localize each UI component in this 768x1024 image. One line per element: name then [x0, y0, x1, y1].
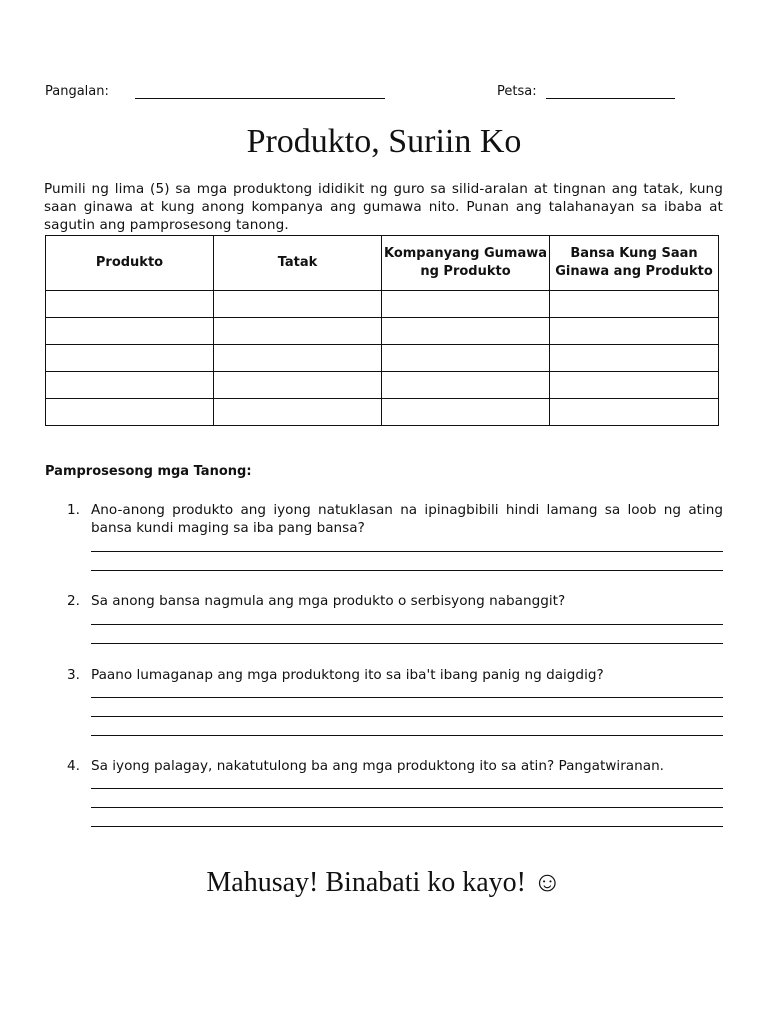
column-header: Bansa Kung Saan Ginawa ang Produkto: [550, 236, 719, 291]
answer-line[interactable]: [91, 551, 723, 552]
table-cell[interactable]: [46, 372, 214, 399]
table-cell[interactable]: [550, 372, 719, 399]
table-cell[interactable]: [550, 291, 719, 318]
table-cell[interactable]: [550, 318, 719, 345]
answer-line[interactable]: [91, 826, 723, 827]
question-number: 3.: [67, 667, 80, 683]
table-cell[interactable]: [214, 345, 382, 372]
table-row: [46, 318, 719, 345]
closing-message: [0, 863, 768, 903]
name-label: Pangalan:: [45, 84, 109, 99]
answer-line[interactable]: [91, 697, 723, 698]
table-cell[interactable]: [46, 291, 214, 318]
table-cell[interactable]: [550, 399, 719, 426]
date-field-line[interactable]: [546, 98, 675, 99]
table-cell[interactable]: [382, 345, 550, 372]
instructions-paragraph: Pumili ng lima (5) sa mga produktong ididikit ng guro sa silid-aralan at tingnan ang tatak, kung saan ginawa at kung anong kompanya ang gumawa nito. Punan ang talahanayan sa ibaba at sagutin ang pamprosesong tanong.: [44, 181, 723, 233]
answer-line[interactable]: [91, 807, 723, 808]
answer-line[interactable]: [91, 735, 723, 736]
question-text: Sa anong bansa nagmula ang mga produkto o serbisyong nabanggit?: [91, 593, 566, 609]
table-cell[interactable]: [46, 318, 214, 345]
column-header: Produkto: [46, 236, 214, 291]
answer-line[interactable]: [91, 716, 723, 717]
smiley-icon: ☺: [533, 867, 562, 898]
answer-line[interactable]: [91, 624, 723, 625]
table-cell[interactable]: [214, 399, 382, 426]
question-text: Sa iyong palagay, nakatutulong ba ang mga produktong ito sa atin? Pangatwiranan.: [91, 758, 665, 774]
name-field-line[interactable]: [135, 98, 385, 99]
table-cell[interactable]: [382, 399, 550, 426]
table-cell[interactable]: [382, 291, 550, 318]
table-header-row: [46, 236, 719, 291]
table-row: [46, 345, 719, 372]
product-table: [45, 235, 719, 426]
answer-line[interactable]: [91, 570, 723, 571]
table-cell[interactable]: [46, 345, 214, 372]
table-cell[interactable]: [382, 318, 550, 345]
answer-line[interactable]: [91, 788, 723, 789]
question-number: 4.: [67, 758, 80, 774]
table-cell[interactable]: [550, 345, 719, 372]
date-label: Petsa:: [497, 84, 537, 99]
question-number: 1.: [67, 502, 80, 518]
question-text: Paano lumaganap ang mga produktong ito sa iba't ibang panig ng daigdig?: [91, 667, 604, 683]
question-text: Ano-anong produkto ang iyong natuklasan na ipinagbibili hindi lamang sa loob ng ating bansa kundi maging sa iba pang bansa?: [91, 502, 723, 536]
table-body: [46, 291, 719, 426]
column-header: Kompanyang Gumawa ng Produkto: [382, 236, 550, 291]
answer-line[interactable]: [91, 643, 723, 644]
worksheet-title: Produkto, Suriin Ko: [246, 123, 522, 160]
table-cell[interactable]: [214, 318, 382, 345]
table-row: [46, 291, 719, 318]
questions-section-title: Pamprosesong mga Tanong:: [45, 464, 252, 479]
closing-text: Mahusay! Binabati ko kayo!: [206, 867, 526, 898]
table-cell[interactable]: [214, 291, 382, 318]
question-number: 2.: [67, 593, 80, 609]
table-row: [46, 399, 719, 426]
column-header: Tatak: [214, 236, 382, 291]
table-cell[interactable]: [382, 372, 550, 399]
table-row: [46, 372, 719, 399]
table-cell[interactable]: [46, 399, 214, 426]
table-cell[interactable]: [214, 372, 382, 399]
